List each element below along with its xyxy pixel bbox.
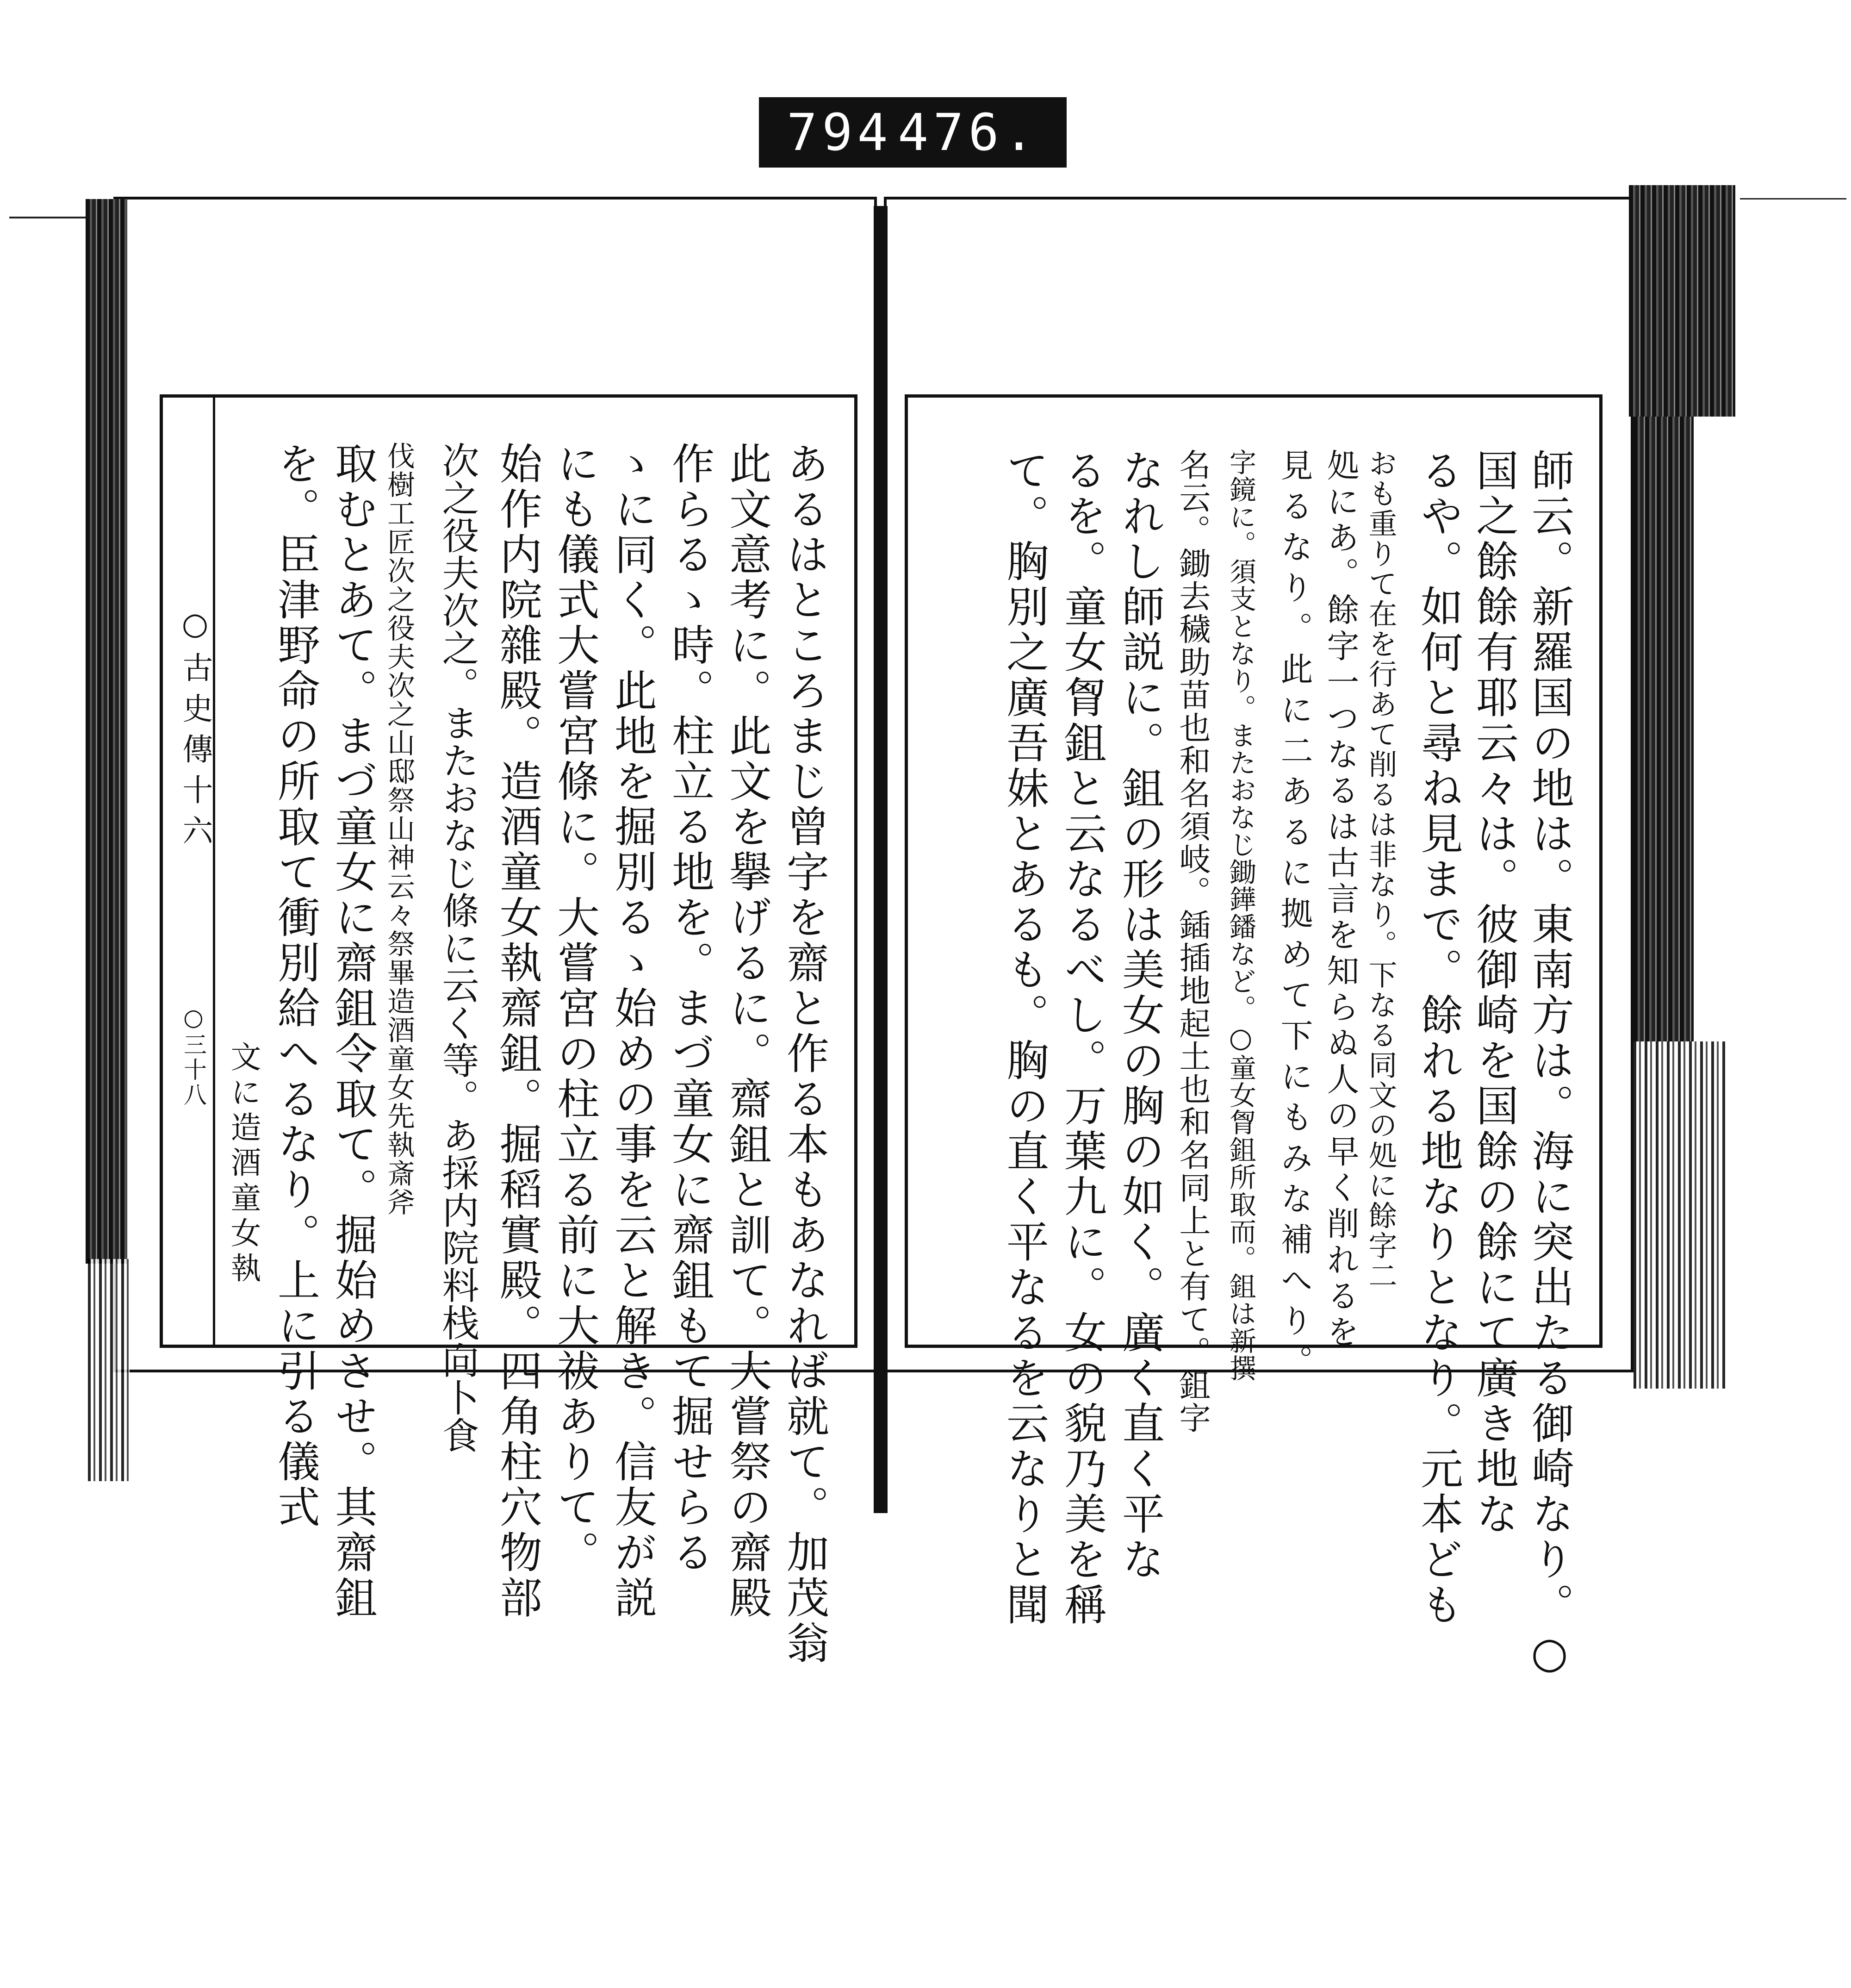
left-page-edge-bottom (88, 1259, 130, 1481)
right-col-7: 字鏡に。須支となり。またおなじ鋤鏵鐇など。○童女胷鉏所取而。鉏は新撰 (1225, 449, 1256, 1382)
right-page-edge-bottom (1634, 1041, 1726, 1389)
left-col-5: にも儀式大嘗宮條に。大嘗宮の柱立る前に大祓ありて。 (550, 442, 600, 1576)
right-col-9: なれし師説に。鉏の形は美女の胸の如く。廣く直く平な (1115, 449, 1165, 1583)
right-col-1: 師云。新羅国の地は。東南方は。海に突出たる御崎なり。○ (1525, 449, 1574, 1680)
right-col-8: 名云。鋤去穢助苗也和名須岐。鍤插地起土也和名同上と有て。鉏字 (1174, 449, 1211, 1434)
right-col-11: て。胸別之廣吾妹とあるも。胸の直く平なるを云なりと聞 (1000, 449, 1049, 1628)
left-col-4: ゝに同く。此地を掘別るゝ始めの事を云と解き。信友が説 (608, 442, 657, 1621)
left-text-panel (160, 394, 857, 1666)
right-page-edge (1629, 185, 1735, 417)
right-page-edge-mid (1634, 417, 1694, 1041)
left-page-edge (86, 199, 127, 1264)
left-page-header: ○古史傳十六 (177, 606, 213, 855)
left-col-7: 次之役夫次之。またおなじ條に云く等。あ採内院料栈向卜食 (436, 442, 479, 1454)
right-col-4: おも重りて在を行あて削るは非なり。下なる同文の処に餘字二 (1364, 449, 1398, 1291)
left-page-folio: ○三十八 (180, 1004, 207, 1108)
scan-line-right (1740, 198, 1846, 199)
right-col-5: 処にあ。餘字一つなるは古言を知らぬ人の早く削れるを (1322, 449, 1360, 1351)
label-right-number: 476. (898, 103, 1039, 162)
label-left-number: 794 (787, 103, 893, 162)
left-col-6: 始作内院雜殿。造酒童女執齋鉏。掘稻實殿。四角柱穴物部 (493, 442, 542, 1621)
scan-line-left (9, 217, 97, 218)
right-col-10: るを。童女胷鉏と云なるべし。万葉九に。女の貌乃美を稱 (1057, 449, 1107, 1628)
left-col-2: 此文意考に。此文を擧げるに。齋鉏と訓て。大嘗祭の齋殿 (722, 442, 772, 1621)
left-col-11: 文に造酒童女執 (225, 1041, 261, 1287)
right-col-3: るや。如何と尋ね見まで。餘れる地なりとなり。元本ども (1414, 449, 1463, 1628)
book-spine (874, 206, 888, 1513)
right-col-2: 国之餘餘有耶云々は。彼御崎を国餘の餘にて廣き地な (1469, 449, 1519, 1537)
left-col-1: あるはところまじ曾字を齋と作る本もあなれば就て。加茂翁 (780, 442, 829, 1666)
right-col-6: 見るなり。此に二あるに拠めて下にもみな補へり。 (1275, 449, 1313, 1385)
right-text-panel (905, 394, 1603, 1680)
call-number-label (759, 97, 1067, 168)
left-col-3: 作らるゝ時。柱立る地を。まづ童女に齋鉏もて掘せらる (665, 442, 714, 1576)
left-panel-margin-rule (213, 398, 215, 1345)
left-col-8: 伐樹工匠次之役夫次之山邸祭山神云々祭畢造酒童女先執斎斧 (383, 442, 415, 1216)
left-col-10: を。臣津野命の所取て衝別給へるなり。上に引る儀式 (271, 442, 320, 1530)
left-col-9: 取むとあて。まづ童女に齋鉏令取て。掘始めさせ。其齋鉏 (328, 442, 378, 1621)
